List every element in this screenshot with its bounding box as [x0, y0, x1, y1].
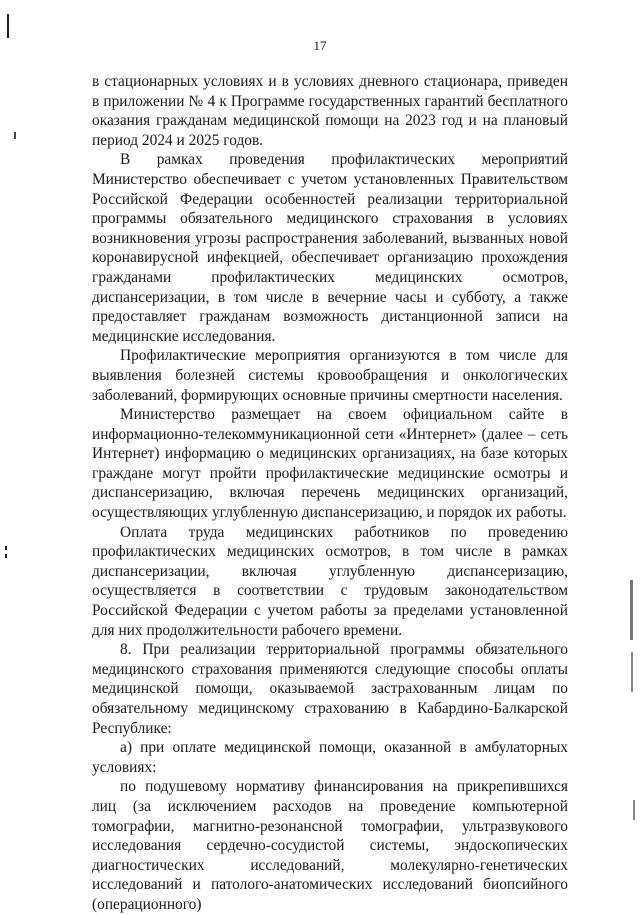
paragraph: В рамках проведения профилактических мероприятий Министерство обеспечивает с учетом установленных Правительством Российской Федерации особенностей реализации территориальной программы обязательного медицинского страхования в условиях возникновения угрозы распространения заболеваний, вызванных новой коронавирусной инфекцией, обеспечивает организацию прохождения гражданами профилактических медицинских осмотров, диспансеризации, в том числе в вечерние часы и субботу, а также предоставляет гражданам возможность дистанционной записи на медицинские исследования. [92, 151, 568, 345]
paragraph: а) при оплате медицинской помощи, оказанной в амбулаторных условиях: [92, 739, 568, 776]
scan-edge-mark [5, 546, 7, 550]
scan-edge-mark [5, 554, 7, 558]
document-body [92, 72, 568, 915]
paragraph: Профилактические мероприятия организуются в том числе для выявления болезней системы кровообращения и онкологических заболеваний, формирующих основные причины смертности населения. [92, 347, 568, 404]
paragraph: по подушевому нормативу финансирования на прикрепившихся лиц (за исключением расходов на проведение компьютерной томографии, магнитно-резонансной томографии, ультразвукового исследования сердечно-сосудистой системы, эндоскопических диагностических исследований, молекулярно-генетических исследований и патолого-анатомических исследований биопсийного (операционного) [92, 778, 568, 913]
paragraph: 8. При реализации территориальной программы обязательного медицинского страхования применяются следующие способы оплаты медицинской помощи, оказываемой застрахованным лицам по обязательному медицинскому страхованию в Кабардино-Балкарской Республике: [92, 641, 568, 737]
paragraph: в стационарных условиях и в условиях дневного стационара, приведен в приложении № 4 к Программе государственных гарантий бесплатного оказания гражданам медицинской помощи на 2023 год и на плановый период 2024 и 2025 годов. [92, 73, 568, 149]
scan-edge-mark [7, 14, 9, 38]
paragraph: Оплата труда медицинских работников по проведению профилактических медицинских осмотров, в том числе в рамках диспансеризации, включая углубленную диспансеризацию, осуществляется в соответствии с трудовым законодательством Российской Федерации с учетом работы за пределами установленной для них продолжительности рабочего времени. [92, 523, 568, 639]
page-number: 17 [313, 38, 327, 53]
scan-edge-mark [633, 800, 635, 820]
scan-edge-mark [630, 580, 633, 640]
paragraph: Министерство размещает на своем официальном сайте в информационно-телекоммуникационной сети «Интернет» (далее – сеть Интернет) информацию о медицинских организациях, на базе которых граждане могут пройти профилактические медицинские осмотры и диспансеризацию, включая перечень медицинских организаций, осуществляющих углубленную диспансеризацию, и порядок их работы. [92, 406, 568, 522]
scan-edge-mark [14, 132, 16, 139]
scan-edge-mark [631, 652, 633, 692]
